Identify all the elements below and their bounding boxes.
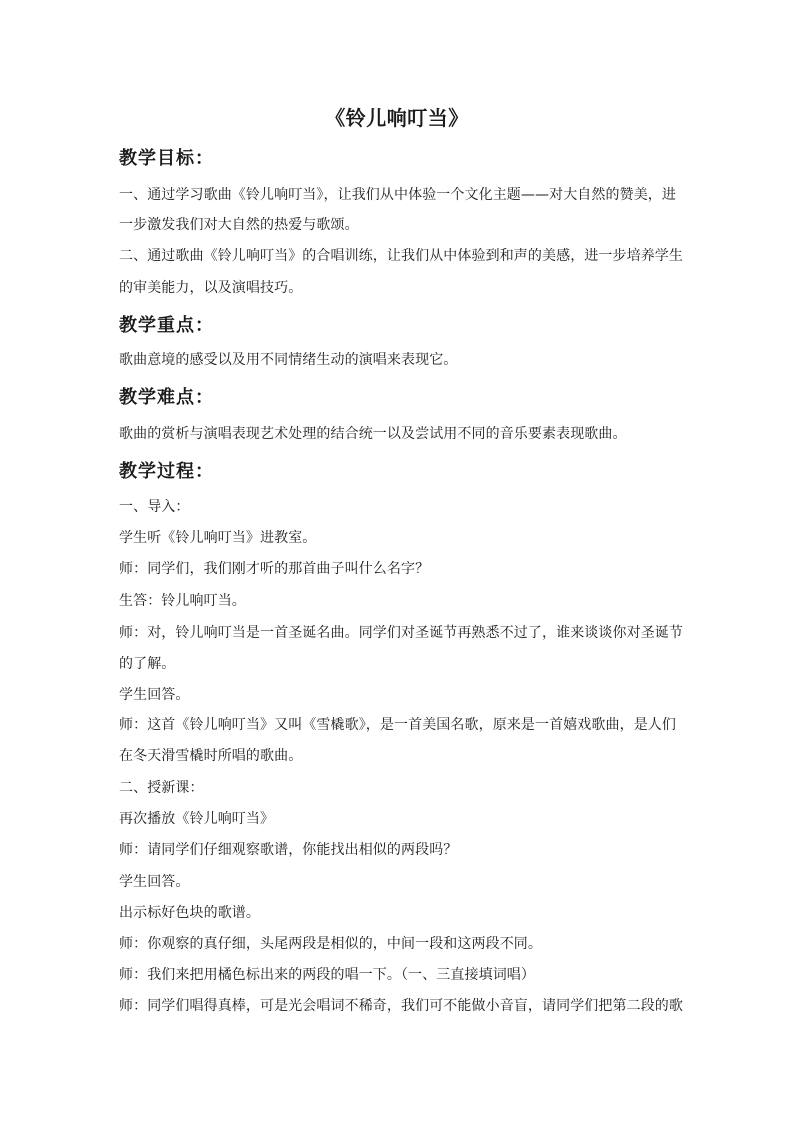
goals-line: 的审美能力，以及演唱技巧。 (119, 280, 303, 296)
process-line: 师：请同学们仔细观察歌谱，你能找出相似的两段吗？ (119, 842, 458, 858)
process-line: 学生回答。 (119, 687, 190, 703)
key-heading: 教学重点： (119, 315, 214, 336)
process-line: 学生回答。 (119, 874, 190, 890)
process-line: 二、授新课： (119, 780, 204, 796)
process-line: 师：这首《铃儿响叮当》又叫《雪橇歌》，是一首美国名歌，原来是一首嬉戏歌曲，是人们 (119, 717, 676, 733)
goals-heading: 教学目标： (119, 148, 214, 169)
difficulty-line: 歌曲的赏析与演唱表现艺术处理的结合统一以及尝试用不同的音乐要素表现歌曲。 (119, 426, 627, 442)
process-line: 师：同学们唱得真棒，可是光会唱词不稀奇，我们可不能做小音盲，请同学们把第二段的歌 (119, 998, 683, 1014)
process-line: 的了解。 (119, 656, 176, 672)
goals-line: 一步激发我们对大自然的热爱与歌颂。 (119, 217, 359, 233)
process-line: 学生听《铃儿响叮当》进教室。 (119, 530, 317, 546)
process-heading: 教学过程： (119, 461, 214, 482)
process-line: 出示标好色块的歌谱。 (119, 905, 260, 921)
process-line: 再次播放《铃儿响叮当》 (119, 811, 275, 827)
process-line: 师：同学们，我们刚才听的那首曲子叫什么名字？ (119, 561, 430, 577)
goals-line: 一、通过学习歌曲《铃儿响叮当》，让我们从中体验一个文化主题——对大自然的赞美，进 (119, 187, 676, 203)
process-line: 师：你观察的真仔细，头尾两段是相似的，中间一段和这两段不同。 (119, 936, 542, 952)
process-line: 师：我们来把用橘色标出来的两段的唱一下。（一、三直接填词唱） (119, 967, 535, 983)
document-title: 《铃儿响叮当》 (325, 106, 469, 130)
process-line: 一、导入： (119, 499, 190, 515)
process-line: 师：对，铃儿响叮当是一首圣诞名曲。同学们对圣诞节再熟悉不过了，谁来谈谈你对圣诞节 (119, 625, 683, 641)
goals-line: 二、通过歌曲《铃儿响叮当》的合唱训练，让我们从中体验到和声的美感，进一步培养学生 (119, 248, 683, 264)
process-line: 生答：铃儿响叮当。 (119, 593, 246, 609)
key-line: 歌曲意境的感受以及用不同情绪生动的演唱来表现它。 (119, 352, 458, 368)
difficulty-heading: 教学难点： (119, 387, 214, 408)
process-line: 在冬天滑雪橇时所唱的歌曲。 (119, 748, 303, 764)
